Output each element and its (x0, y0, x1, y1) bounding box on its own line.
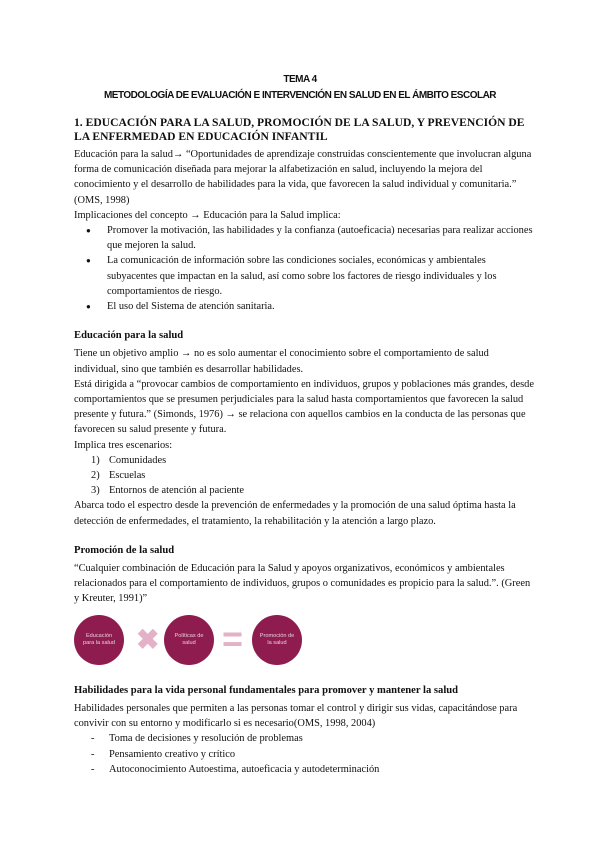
scenarios-intro: Implica tres escenarios: (74, 439, 173, 451)
section2-paragraph-1: Tiene un objetivo amplio → no es solo aumentar el conocimiento sobre el comportamiento de salud individual, sino que también es desarrollar habilidades. (74, 348, 489, 375)
list-item: - Pensamiento creativo y crítico (91, 748, 236, 760)
section2-paragraph-2: Está dirigida a “provocar cambios de comportamiento en individuos, grupos y poblaciones más grandes, desde comportamientos que se presumen perjudiciales para la salud hasta comportamientos que favorecen la salud presente y futura.” (Simonds, 1976) → se relaciona con aquellos cambios en la conducta de las personas que favorecen su salud presente y futura. (74, 378, 534, 436)
health-promotion-diagram (74, 613, 534, 675)
scenarios-list (74, 453, 534, 499)
list-item: 2) Escuelas (91, 470, 146, 482)
list-item: ● La comunicación de información sobre las condiciones sociales, económicas y ambientales subyacentes que impactan en la salud, así como sobre los factores de riesgo individuales y los comportamientos de riesgo. (74, 253, 534, 299)
circle-health-education: Educación para la salud (74, 615, 124, 665)
section2-paragraph-3: Abarca todo el espectro desde la prevención de enfermedades y la promoción de una salud óptima hasta la detección de enfermedades, el tratamiento, la rehabilitación y la atención a largo plazo. (74, 500, 516, 527)
implications-intro: Implicaciones del concepto → Educación para la Salud implica: (74, 209, 341, 221)
section3-quote: “Cualquier combinación de Educación para la Salud y apoyos organizativos, económicos y ambientales relacionados para el comportamiento de individuos, grupos o comunidades es propicio para la salud.”. (Green y Kreuter, 1991)” (74, 563, 531, 605)
list-item: - Autoconocimiento Autoestima, autoeficacia y autodeterminación (91, 763, 380, 775)
list-item: ● El uso del Sistema de atención sanitaria. (74, 299, 534, 314)
section2-heading: Educación para la salud (74, 330, 184, 342)
document-subtitle: METODOLOGÍA DE EVALUACIÓN E INTERVENCIÓN EN SALUD EN EL ÁMBITO ESCOLAR (103, 90, 497, 101)
implications-list (74, 223, 534, 314)
section4-paragraph: Habilidades personales que permiten a las personas tomar el control y dirigir sus vidas, capacitándose para convivir con su entorno y modificarlo si es necesario(OMS, 1998, 2004) (74, 702, 518, 730)
section1-definition: Educación para la salud→ “Oportunidades de aprendizaje construidas conscientemente que involucran alguna forma de comunicación diseñada para mejorar la alfabetización en salud, incluyendo la mejora del conocimiento y el desarrollo de habilidades para la vida, que favorecen la salud individual y comunitaria.” (OMS, 1998) (74, 149, 532, 206)
list-item: 1) Comunidades (91, 454, 167, 466)
section4-heading: Habilidades para la vida personal fundamentales para promover y mantener la salud (74, 684, 459, 696)
skills-list (74, 731, 534, 777)
tema-title: TEMA 4 (283, 74, 317, 85)
section1-heading: 1. EDUCACIÓN PARA LA SALUD, PROMOCIÓN DE LA SALUD, Y PREVENCIÓN DE LA ENFERMEDAD EN EDUCACIÓN INFANTIL (74, 116, 525, 143)
equals-icon: = (222, 617, 244, 659)
circle-health-promotion: Promoción de la salud (252, 615, 302, 665)
list-item: 3) Entornos de atención al paciente (91, 485, 245, 497)
section3-heading: Promoción de la salud (74, 544, 175, 556)
list-item: ● Promover la motivación, las habilidades y la confianza (autoeficacia) necesarias para realizar acciones que mejoren la salud. (74, 223, 534, 253)
list-item: - Toma de decisiones y resolución de problemas (91, 733, 303, 745)
document-body (74, 116, 534, 777)
circle-health-policies: Políticas de salud (164, 615, 214, 665)
multiply-icon: ✖ (136, 623, 160, 655)
